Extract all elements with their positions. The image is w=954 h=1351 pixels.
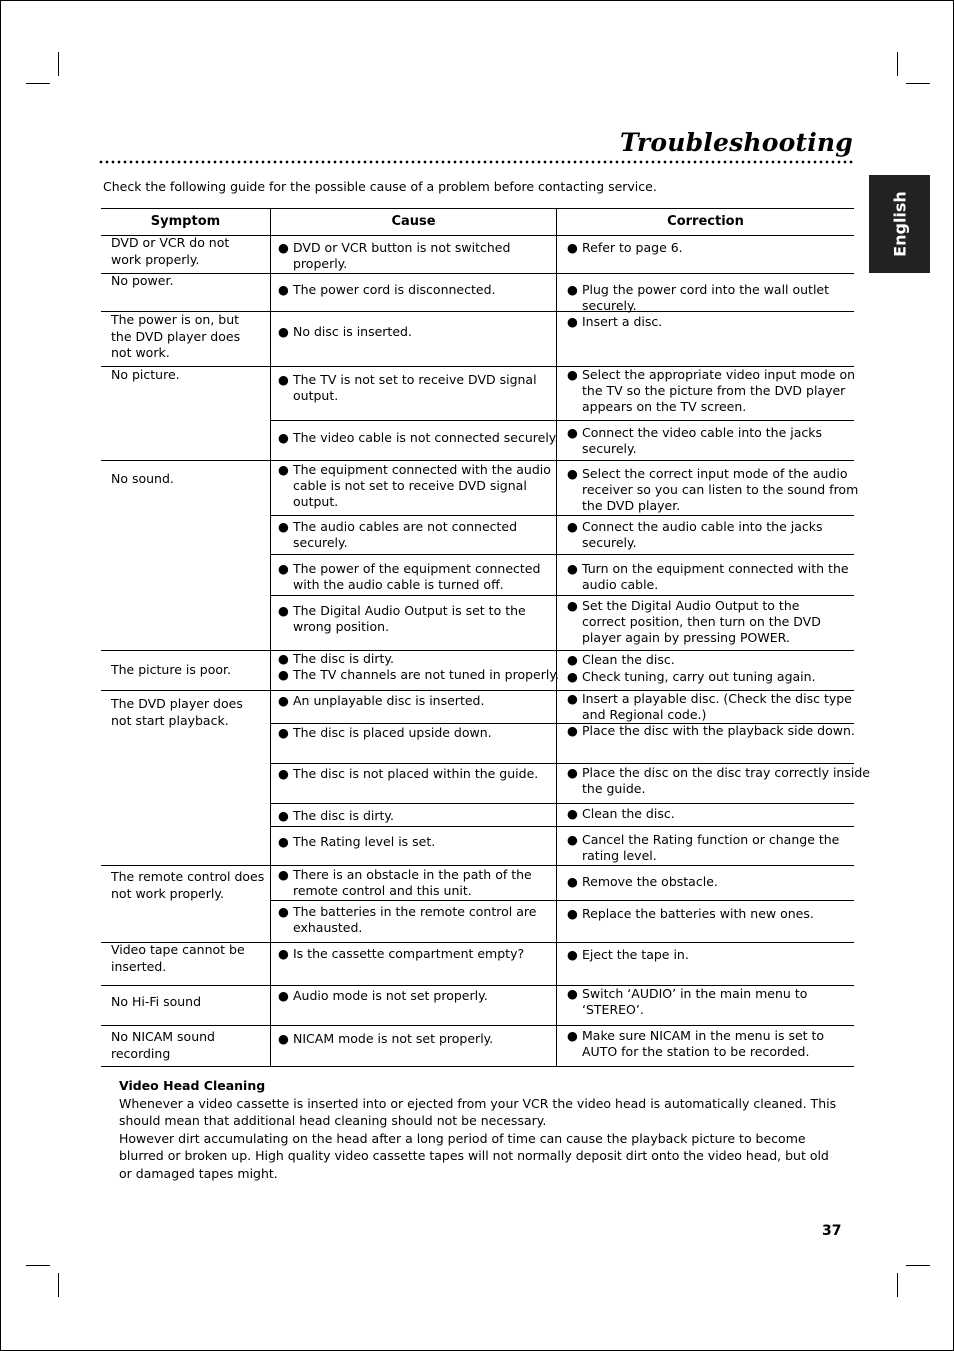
table-rule	[270, 763, 854, 764]
correction-item: ● Place the disc on the disc tray correctly inside the guide.	[567, 765, 872, 797]
symptom-cell: No NICAM sound recording	[111, 1029, 215, 1061]
cause-item: ● The disc is placed upside down.	[278, 725, 558, 741]
cause-item: ● The power of the equipment connected with the audio cable is turned off.	[278, 561, 558, 593]
video-head-cleaning-heading: Video Head Cleaning	[119, 1078, 266, 1093]
header-cause: Cause	[391, 214, 436, 229]
correction-item: ● Connect the audio cable into the jacks securely.	[567, 519, 842, 551]
cause-item: ● The disc is dirty.	[278, 651, 558, 667]
cause-item: ● DVD or VCR button is not switched properly.	[278, 240, 548, 272]
crop-mark	[58, 1273, 59, 1297]
correction-item: ● Turn on the equipment connected with the audio cable.	[567, 561, 862, 593]
symptom-cell: The picture is poor.	[111, 662, 232, 677]
cause-item: ● The Rating level is set.	[278, 834, 558, 850]
video-head-cleaning-paragraph: Whenever a video cassette is inserted into or ejected from your VCR the video head is automatically cleaned. This should mean that additional head cleaning should not be necessary.	[119, 1095, 837, 1128]
intro-text: Check the following guide for the possible cause of a problem before contacting service.	[103, 179, 657, 194]
table-rule	[270, 595, 854, 596]
cause-item: ● Is the cassette compartment empty?	[278, 946, 558, 962]
correction-item: ● Check tuning, carry out tuning again.	[567, 669, 857, 685]
page-number: 37	[822, 1223, 842, 1239]
crop-mark	[897, 1273, 898, 1297]
correction-item: ● Refer to page 6.	[567, 240, 852, 256]
correction-item: ● Insert a playable disc. (Check the disc type and Regional code.)	[567, 691, 862, 723]
page-title: Troubleshooting	[620, 128, 853, 157]
correction-item: ● Clean the disc.	[567, 806, 857, 822]
correction-item: ● Eject the tape in.	[567, 947, 857, 963]
cause-item: ● Audio mode is not set properly.	[278, 988, 558, 1004]
symptom-cell: No sound.	[111, 471, 174, 486]
crop-mark	[58, 52, 59, 76]
correction-item: ● Switch ‘AUDIO’ in the main menu to ‘STEREO’.	[567, 986, 832, 1018]
symptom-cell: No power.	[111, 273, 174, 288]
table-rule	[270, 826, 854, 827]
correction-item: ● Replace the batteries with new ones.	[567, 906, 857, 922]
cause-item: ● The Digital Audio Output is set to the wrong position.	[278, 603, 548, 635]
symptom-cell: Video tape cannot be inserted.	[111, 942, 245, 974]
table-rule	[270, 554, 854, 555]
cause-item: ● The TV channels are not tuned in properly.	[278, 667, 568, 683]
title-dotted-rule	[98, 160, 854, 164]
table-rule	[101, 208, 854, 209]
header-correction: Correction	[667, 214, 744, 229]
cause-item: ● The video cable is not connected securely.	[278, 430, 563, 446]
correction-item: ● Connect the video cable into the jacks securely.	[567, 425, 842, 457]
crop-mark	[26, 1265, 50, 1266]
table-rule	[101, 1025, 854, 1026]
cause-item: ● There is an obstacle in the path of the remote control and this unit.	[278, 867, 548, 899]
cause-item: ● The disc is not placed within the guide.	[278, 766, 563, 782]
table-rule	[101, 865, 854, 866]
correction-item: ● Select the appropriate video input mode on the TV so the picture from the DVD player appears on the TV screen.	[567, 367, 857, 415]
cause-item: ● No disc is inserted.	[278, 324, 558, 340]
table-rule	[270, 900, 854, 901]
cause-item: ● The equipment connected with the audio cable is not set to receive DVD signal output.	[278, 462, 558, 510]
cause-item: ● The power cord is disconnected.	[278, 282, 558, 298]
crop-mark	[906, 83, 930, 84]
crop-mark	[26, 83, 50, 84]
symptom-cell: DVD or VCR do not work properly.	[111, 235, 230, 267]
table-rule	[270, 420, 854, 421]
crop-mark	[897, 52, 898, 76]
language-tab-label: English	[890, 191, 909, 257]
cause-item: ● The batteries in the remote control are exhausted.	[278, 904, 553, 936]
correction-item: ● Set the Digital Audio Output to the correct position, then turn on the DVD player again by pressing POWER.	[567, 598, 847, 646]
table-rule	[270, 515, 854, 516]
table-rule	[270, 803, 854, 804]
correction-item: ● Insert a disc.	[567, 314, 852, 330]
cause-item: ● An unplayable disc is inserted.	[278, 693, 558, 709]
crop-mark	[906, 1265, 930, 1266]
table-rule	[270, 208, 271, 1066]
language-tab	[869, 175, 930, 273]
table-rule	[101, 460, 854, 461]
table-rule	[101, 1066, 854, 1067]
correction-item: ● Select the correct input mode of the audio receiver so you can listen to the sound from the DVD player.	[567, 466, 862, 514]
cause-item: ● NICAM mode is not set properly.	[278, 1031, 558, 1047]
correction-item: ● Plug the power cord into the wall outlet securely.	[567, 282, 852, 314]
header-symptom: Symptom	[150, 214, 221, 229]
symptom-cell: The power is on, but the DVD player does not work.	[111, 312, 241, 360]
cause-item: ● The TV is not set to receive DVD signal output.	[278, 372, 548, 404]
symptom-cell: No Hi-Fi sound	[111, 994, 202, 1009]
correction-item: ● Make sure NICAM in the menu is set to AUTO for the station to be recorded.	[567, 1028, 842, 1060]
symptom-cell: The remote control does not work properly.	[111, 869, 265, 901]
correction-item: ● Place the disc with the playback side down.	[567, 723, 867, 739]
correction-item: ● Remove the obstacle.	[567, 874, 857, 890]
video-head-cleaning	[119, 1077, 839, 1182]
correction-item: ● Clean the disc.	[567, 652, 857, 668]
cause-item: ● The disc is dirty.	[278, 808, 558, 824]
correction-item: ● Cancel the Rating function or change the rating level.	[567, 832, 847, 864]
symptom-cell: No picture.	[111, 367, 180, 382]
symptom-cell: The DVD player does not start playback.	[111, 696, 243, 728]
cause-item: ● The audio cables are not connected securely.	[278, 519, 538, 551]
video-head-cleaning-paragraph: However dirt accumulating on the head after a long period of time can cause the playback picture to become blurred or broken up. High quality video cassette tapes will not normally deposit dirt onto the video head, but old or damaged tapes might.	[119, 1130, 829, 1181]
